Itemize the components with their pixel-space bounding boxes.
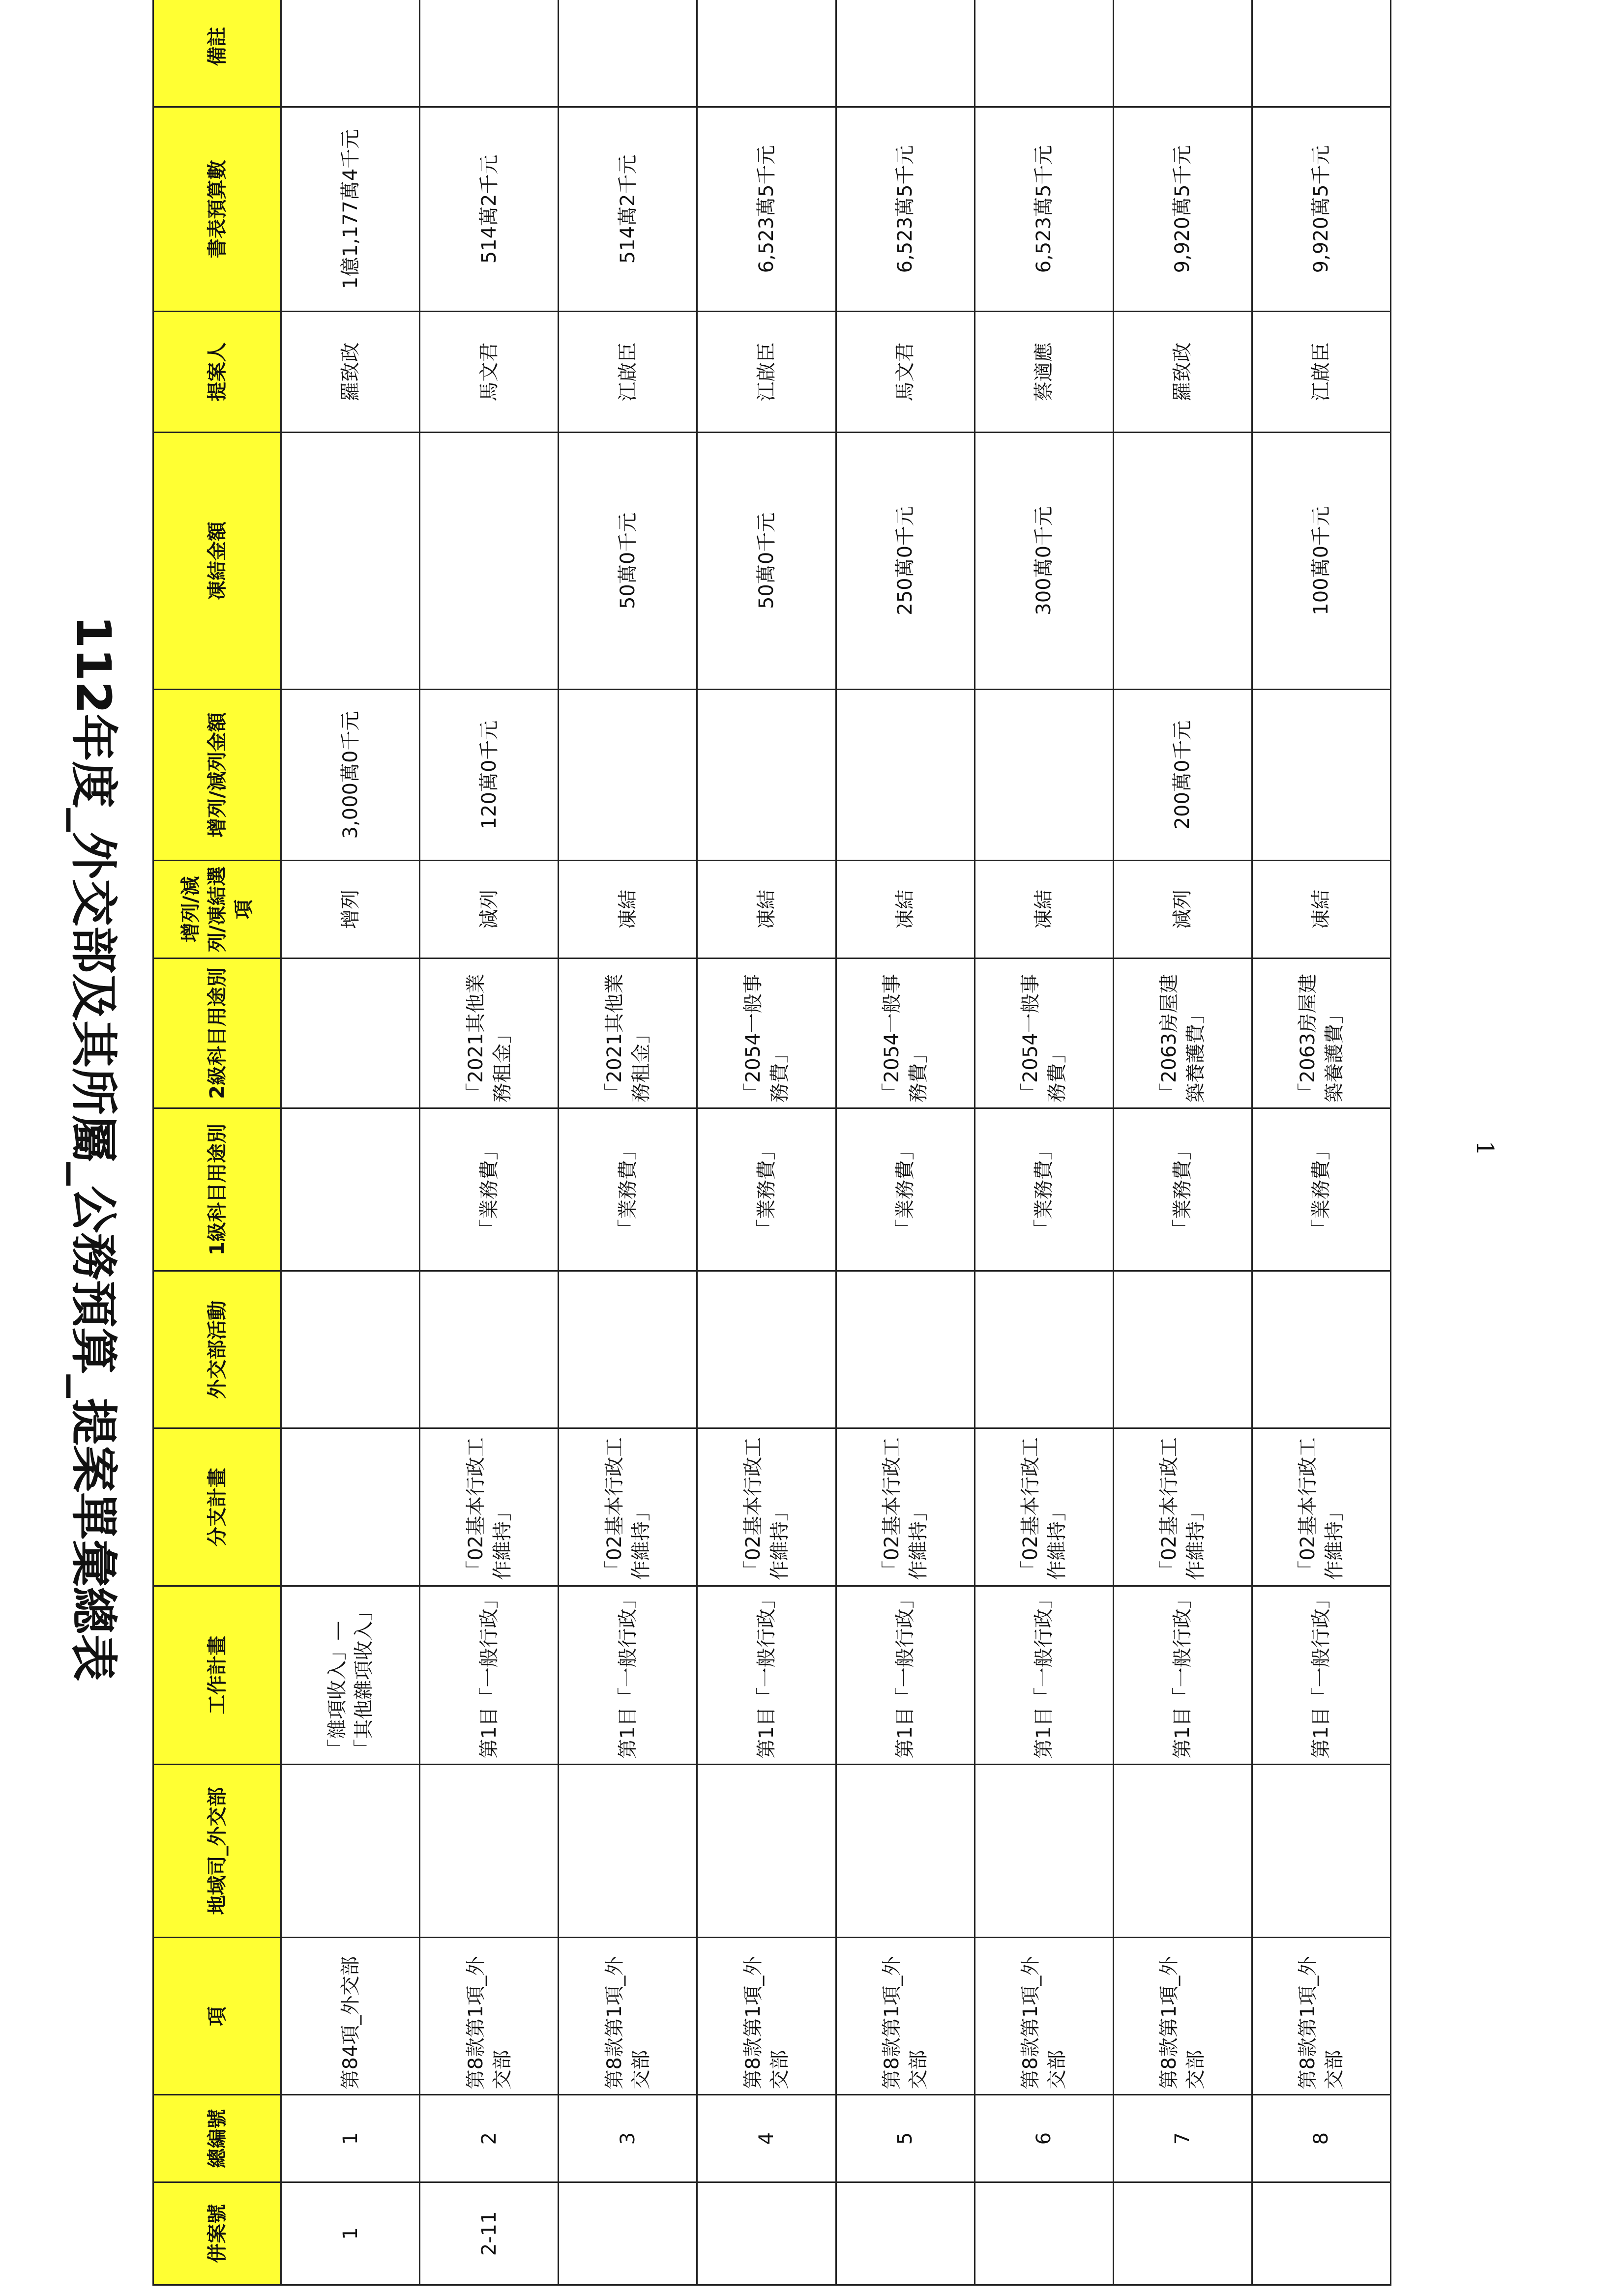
cell-item: 第8款第1項_外交部 (836, 1938, 974, 2095)
table-row (420, 0, 559, 2285)
cell-dept (974, 1764, 1113, 1937)
cell-note (697, 0, 836, 107)
header-subject1: 1級科目用途別 (153, 1108, 281, 1271)
cell-change-amount (697, 689, 836, 860)
cell-budget: 9,920萬5千元 (1113, 107, 1252, 311)
cell-work-plan: 第1目「一般行政」 (697, 1586, 836, 1764)
cell-activity (836, 1271, 974, 1428)
cell-freeze-amount: 50萬0千元 (697, 432, 836, 689)
cell-item: 第8款第1項_外交部 (559, 1938, 697, 2095)
header-activity: 外交部活動 (153, 1271, 281, 1428)
cell-merge-no (974, 2182, 1113, 2285)
cell-dept (420, 1764, 559, 1937)
cell-note (974, 0, 1113, 107)
cell-work-plan: 第1目「一般行政」 (1113, 1586, 1252, 1764)
cell-subject2: 「2063房屋建築養護費」 (1113, 958, 1252, 1108)
cell-sub-plan: 「02基本行政工作維持」 (1113, 1428, 1252, 1586)
header-change-amount: 增列/減列金額 (153, 689, 281, 860)
cell-subject2: 「2054一般事務費」 (836, 958, 974, 1108)
page-number: 1 (1471, 1140, 1499, 1156)
cell-work-plan: 第1目「一般行政」 (559, 1586, 697, 1764)
cell-dept (1113, 1764, 1252, 1937)
page-title: 112年度_外交部及其所屬_公務預算_提案單彙總表 (66, 615, 121, 1682)
cell-change-amount: 120萬0千元 (420, 689, 559, 860)
cell-merge-no: 1 (281, 2182, 420, 2285)
cell-note (420, 0, 559, 107)
cell-activity (697, 1271, 836, 1428)
cell-activity (420, 1271, 559, 1428)
table-row (836, 0, 974, 2285)
header-note: 備註 (153, 0, 281, 107)
cell-proposer: 江啟臣 (697, 312, 836, 433)
cell-item: 第84項_外交部 (281, 1938, 420, 2095)
header-total-no: 總編號 (153, 2095, 281, 2182)
cell-item: 第8款第1項_外交部 (697, 1938, 836, 2095)
header-item: 項 (153, 1938, 281, 2095)
cell-total-no: 3 (559, 2095, 697, 2182)
cell-note (281, 0, 420, 107)
cell-item: 第8款第1項_外交部 (1113, 1938, 1252, 2095)
cell-subject2: 「2021其他業務租金」 (420, 958, 559, 1108)
cell-total-no: 5 (836, 2095, 974, 2182)
header-work-plan: 工作計畫 (153, 1586, 281, 1764)
header-budget: 書表預算數 (153, 107, 281, 311)
cell-type: 凍結 (697, 861, 836, 959)
cell-activity (1113, 1271, 1252, 1428)
cell-type: 凍結 (1252, 861, 1390, 959)
header-sub-plan: 分支計畫 (153, 1428, 281, 1586)
cell-dept (281, 1764, 420, 1937)
cell-type: 減列 (420, 861, 559, 959)
cell-merge-no (1252, 2182, 1390, 2285)
cell-subject2: 「2021其他業務租金」 (559, 958, 697, 1108)
cell-sub-plan: 「02基本行政工作維持」 (974, 1428, 1113, 1586)
header-dept: 地域司_外交部 (153, 1764, 281, 1937)
cell-proposer: 羅致政 (1113, 312, 1252, 433)
cell-type: 凍結 (974, 861, 1113, 959)
cell-total-no: 2 (420, 2095, 559, 2182)
table-container (152, 0, 1391, 2286)
header-proposer: 提案人 (153, 312, 281, 433)
cell-dept (697, 1764, 836, 1937)
cell-freeze-amount (420, 432, 559, 689)
cell-item: 第8款第1項_外交部 (974, 1938, 1113, 2095)
cell-change-amount (974, 689, 1113, 860)
cell-activity (281, 1271, 420, 1428)
cell-budget: 6,523萬5千元 (697, 107, 836, 311)
header-freeze-amount: 凍結金額 (153, 432, 281, 689)
header-type: 增列/減列/凍結選項 (153, 861, 281, 959)
cell-type: 減列 (1113, 861, 1252, 959)
cell-work-plan: 「雜項收入」—「其他雜項收入」 (281, 1586, 420, 1764)
cell-proposer: 馬文君 (836, 312, 974, 433)
table-row (697, 0, 836, 2285)
cell-subject1: 「業務費」 (1252, 1108, 1390, 1271)
cell-activity (559, 1271, 697, 1428)
header-merge-no: 併案號 (153, 2182, 281, 2285)
header-subject2: 2級科目用途別 (153, 958, 281, 1108)
cell-type: 凍結 (559, 861, 697, 959)
cell-proposer: 江啟臣 (559, 312, 697, 433)
cell-freeze-amount: 50萬0千元 (559, 432, 697, 689)
cell-subject1: 「業務費」 (420, 1108, 559, 1271)
cell-change-amount (836, 689, 974, 860)
cell-dept (1252, 1764, 1390, 1937)
cell-proposer: 江啟臣 (1252, 312, 1390, 433)
cell-change-amount (559, 689, 697, 860)
cell-merge-no (559, 2182, 697, 2285)
cell-subject2: 「2054一般事務費」 (974, 958, 1113, 1108)
cell-dept (836, 1764, 974, 1937)
cell-freeze-amount: 250萬0千元 (836, 432, 974, 689)
cell-subject2: 「2063房屋建築養護費」 (1252, 958, 1390, 1108)
cell-budget: 9,920萬5千元 (1252, 107, 1390, 311)
cell-freeze-amount: 300萬0千元 (974, 432, 1113, 689)
table-row (281, 0, 420, 2285)
cell-sub-plan: 「02基本行政工作維持」 (559, 1428, 697, 1586)
cell-subject1: 「業務費」 (974, 1108, 1113, 1271)
cell-change-amount (1252, 689, 1390, 860)
table-row (559, 0, 697, 2285)
cell-work-plan: 第1目「一般行政」 (420, 1586, 559, 1764)
cell-merge-no (836, 2182, 974, 2285)
cell-note (836, 0, 974, 107)
cell-subject1: 「業務費」 (1113, 1108, 1252, 1271)
cell-budget: 6,523萬5千元 (836, 107, 974, 311)
cell-subject1: 「業務費」 (559, 1108, 697, 1271)
cell-total-no: 7 (1113, 2095, 1252, 2182)
cell-sub-plan: 「02基本行政工作維持」 (697, 1428, 836, 1586)
cell-sub-plan: 「02基本行政工作維持」 (1252, 1428, 1390, 1586)
cell-subject1: 「業務費」 (697, 1108, 836, 1271)
cell-freeze-amount (1113, 432, 1252, 689)
table-row (1252, 0, 1390, 2285)
cell-work-plan: 第1目「一般行政」 (836, 1586, 974, 1764)
cell-subject2 (281, 958, 420, 1108)
table-row (1113, 0, 1252, 2285)
cell-budget: 514萬2千元 (559, 107, 697, 311)
cell-subject1: 「業務費」 (836, 1108, 974, 1271)
cell-total-no: 1 (281, 2095, 420, 2182)
cell-sub-plan: 「02基本行政工作維持」 (836, 1428, 974, 1586)
table-row (974, 0, 1113, 2285)
cell-freeze-amount (281, 432, 420, 689)
cell-dept (559, 1764, 697, 1937)
cell-sub-plan (281, 1428, 420, 1586)
cell-proposer: 蔡適應 (974, 312, 1113, 433)
cell-proposer: 羅致政 (281, 312, 420, 433)
cell-budget: 6,523萬5千元 (974, 107, 1113, 311)
cell-item: 第8款第1項_外交部 (420, 1938, 559, 2095)
cell-change-amount: 200萬0千元 (1113, 689, 1252, 860)
cell-work-plan: 第1目「一般行政」 (974, 1586, 1113, 1764)
cell-total-no: 8 (1252, 2095, 1390, 2182)
cell-total-no: 4 (697, 2095, 836, 2182)
cell-activity (1252, 1271, 1390, 1428)
cell-merge-no (697, 2182, 836, 2285)
cell-merge-no: 2-11 (420, 2182, 559, 2285)
cell-proposer: 馬文君 (420, 312, 559, 433)
cell-change-amount: 3,000萬0千元 (281, 689, 420, 860)
cell-merge-no (1113, 2182, 1252, 2285)
cell-note (559, 0, 697, 107)
cell-type: 凍結 (836, 861, 974, 959)
cell-activity (974, 1271, 1113, 1428)
cell-item: 第8款第1項_外交部 (1252, 1938, 1390, 2095)
cell-note (1252, 0, 1390, 107)
cell-freeze-amount: 100萬0千元 (1252, 432, 1390, 689)
cell-type: 增列 (281, 861, 420, 959)
budget-proposal-table (152, 0, 1391, 2286)
cell-budget: 1億1,177萬4千元 (281, 107, 420, 311)
header-row (153, 0, 281, 2285)
cell-total-no: 6 (974, 2095, 1113, 2182)
cell-subject1 (281, 1108, 420, 1271)
cell-sub-plan: 「02基本行政工作維持」 (420, 1428, 559, 1586)
cell-budget: 514萬2千元 (420, 107, 559, 311)
cell-subject2: 「2054一般事務費」 (697, 958, 836, 1108)
cell-note (1113, 0, 1252, 107)
cell-work-plan: 第1目「一般行政」 (1252, 1586, 1390, 1764)
